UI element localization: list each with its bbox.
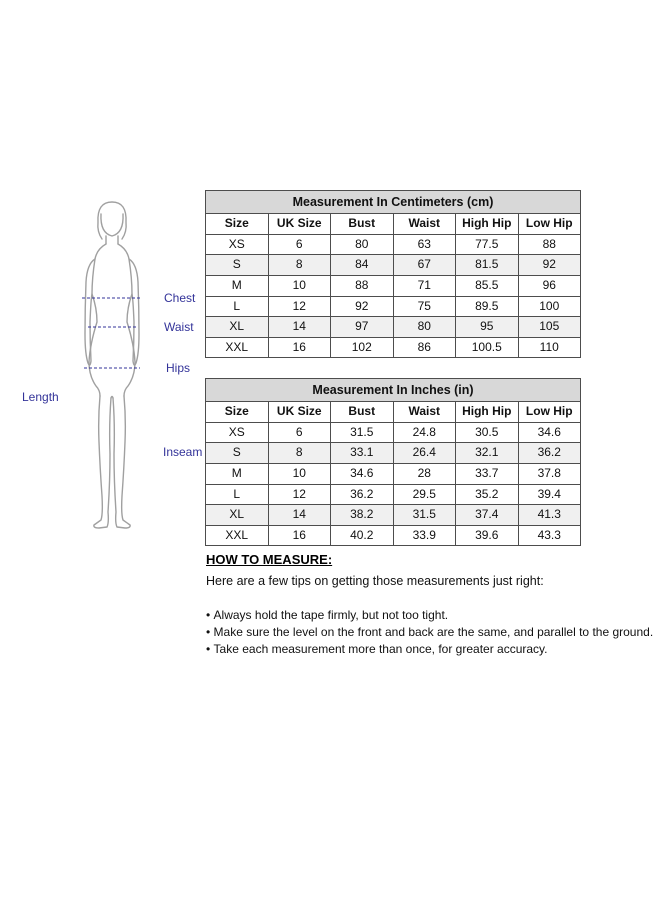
- column-header: Low Hip: [518, 402, 581, 423]
- column-header: Size: [206, 402, 269, 423]
- size-cell: 71: [393, 276, 456, 297]
- size-cell: 92: [518, 255, 581, 276]
- size-cell: 16: [268, 525, 331, 546]
- inches-size-table: [205, 378, 581, 546]
- column-header: Bust: [331, 402, 394, 423]
- size-cell: 37.4: [456, 505, 519, 526]
- column-header: Size: [206, 214, 269, 235]
- size-cell: 80: [393, 317, 456, 338]
- size-cell: 41.3: [518, 505, 581, 526]
- size-cell: 88: [331, 276, 394, 297]
- size-cell: 28: [393, 464, 456, 485]
- length-label: Length: [22, 390, 59, 404]
- size-cell: 80: [331, 234, 394, 255]
- size-cell: 31.5: [393, 505, 456, 526]
- size-cell: 36.2: [331, 484, 394, 505]
- size-cell: XXL: [206, 337, 269, 358]
- cm-size-table: [205, 190, 581, 358]
- size-cell: 84: [331, 255, 394, 276]
- size-cell: 34.6: [518, 422, 581, 443]
- size-cell: L: [206, 484, 269, 505]
- size-cell: M: [206, 276, 269, 297]
- size-cell: XXL: [206, 525, 269, 546]
- size-cell: 10: [268, 276, 331, 297]
- size-row: [206, 276, 581, 297]
- size-cell: 97: [331, 317, 394, 338]
- size-cell: 33.9: [393, 525, 456, 546]
- size-cell: 88: [518, 234, 581, 255]
- measure-tips-list: [206, 608, 656, 656]
- size-row: [206, 525, 581, 546]
- column-header: Low Hip: [518, 214, 581, 235]
- size-cell: 14: [268, 317, 331, 338]
- size-cell: 38.2: [331, 505, 394, 526]
- size-cell: 6: [268, 234, 331, 255]
- size-cell: 34.6: [331, 464, 394, 485]
- size-cell: 6: [268, 422, 331, 443]
- size-cell: 39.4: [518, 484, 581, 505]
- body-outline: [85, 202, 139, 528]
- size-cell: XL: [206, 317, 269, 338]
- how-to-measure-heading: HOW TO MEASURE:: [206, 552, 333, 567]
- size-cell: 33.7: [456, 464, 519, 485]
- size-cell: 102: [331, 337, 394, 358]
- size-cell: 77.5: [456, 234, 519, 255]
- size-cell: 75: [393, 296, 456, 317]
- size-cell: XS: [206, 422, 269, 443]
- body-figure-illustration: [52, 198, 172, 538]
- column-header: Bust: [331, 214, 394, 235]
- size-cell: 85.5: [456, 276, 519, 297]
- size-cell: 36.2: [518, 443, 581, 464]
- measure-tip: • Make sure the level on the front and back are the same, and parallel to the ground.: [206, 625, 656, 639]
- how-to-measure-section: [206, 552, 656, 659]
- size-cell: 24.8: [393, 422, 456, 443]
- table-title: Measurement In Inches (in): [206, 379, 581, 402]
- size-cell: 92: [331, 296, 394, 317]
- size-cell: XS: [206, 234, 269, 255]
- measure-tip: • Always hold the tape firmly, but not too tight.: [206, 608, 656, 622]
- chest-label: Chest: [164, 291, 196, 305]
- size-row: [206, 422, 581, 443]
- size-cell: 105: [518, 317, 581, 338]
- size-cell: 81.5: [456, 255, 519, 276]
- column-header: Waist: [393, 402, 456, 423]
- size-row: [206, 234, 581, 255]
- size-cell: 26.4: [393, 443, 456, 464]
- size-cell: 8: [268, 255, 331, 276]
- size-row: [206, 505, 581, 526]
- size-row: [206, 484, 581, 505]
- column-header: UK Size: [268, 214, 331, 235]
- size-row: [206, 464, 581, 485]
- size-cell: 29.5: [393, 484, 456, 505]
- size-cell: 33.1: [331, 443, 394, 464]
- size-cell: S: [206, 255, 269, 276]
- size-cell: M: [206, 464, 269, 485]
- size-cell: 89.5: [456, 296, 519, 317]
- size-cell: 100: [518, 296, 581, 317]
- size-cell: L: [206, 296, 269, 317]
- size-cell: 43.3: [518, 525, 581, 546]
- size-cell: 100.5: [456, 337, 519, 358]
- size-cell: 35.2: [456, 484, 519, 505]
- size-row: [206, 337, 581, 358]
- column-header: Waist: [393, 214, 456, 235]
- size-cell: 8: [268, 443, 331, 464]
- how-to-measure-intro: Here are a few tips on getting those measurements just right:: [206, 574, 544, 588]
- size-cell: 95: [456, 317, 519, 338]
- size-cell: 37.8: [518, 464, 581, 485]
- size-cell: 10: [268, 464, 331, 485]
- size-row: [206, 443, 581, 464]
- column-header: High Hip: [456, 214, 519, 235]
- size-cell: 110: [518, 337, 581, 358]
- size-cell: 63: [393, 234, 456, 255]
- size-cell: 40.2: [331, 525, 394, 546]
- size-cell: 96: [518, 276, 581, 297]
- size-cell: 67: [393, 255, 456, 276]
- size-cell: XL: [206, 505, 269, 526]
- measure-tip: • Take each measurement more than once, for greater accuracy.: [206, 642, 656, 656]
- size-cell: 86: [393, 337, 456, 358]
- size-cell: 39.6: [456, 525, 519, 546]
- table-title: Measurement In Centimeters (cm): [206, 191, 581, 214]
- size-row: [206, 255, 581, 276]
- waist-label: Waist: [164, 320, 194, 334]
- size-cell: 16: [268, 337, 331, 358]
- inseam-label: Inseam: [163, 445, 203, 459]
- size-cell: 12: [268, 296, 331, 317]
- size-cell: S: [206, 443, 269, 464]
- size-cell: 12: [268, 484, 331, 505]
- column-header: High Hip: [456, 402, 519, 423]
- size-cell: 31.5: [331, 422, 394, 443]
- size-row: [206, 296, 581, 317]
- size-cell: 30.5: [456, 422, 519, 443]
- hips-label: Hips: [166, 361, 191, 375]
- size-row: [206, 317, 581, 338]
- column-header: UK Size: [268, 402, 331, 423]
- size-cell: 32.1: [456, 443, 519, 464]
- size-cell: 14: [268, 505, 331, 526]
